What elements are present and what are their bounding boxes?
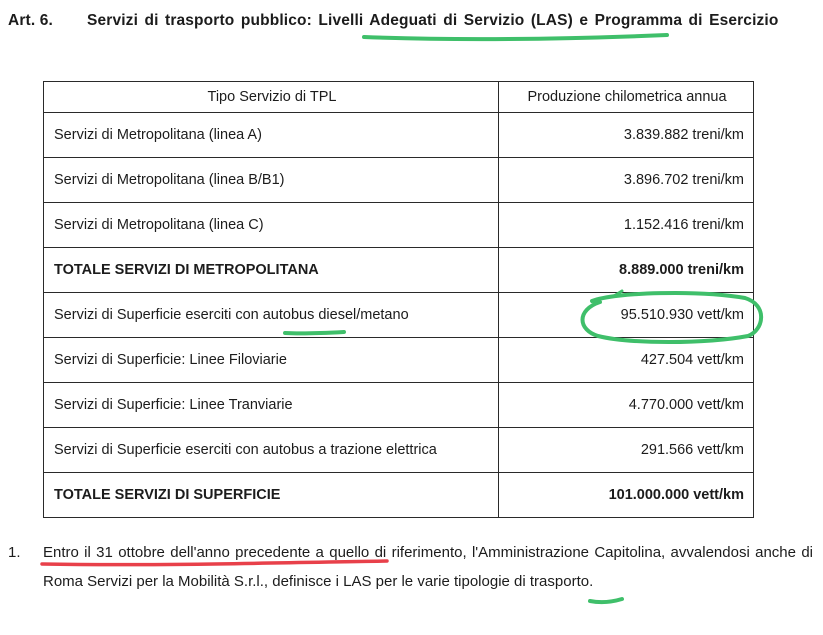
service-type-cell: Servizi di Superficie: Linee Filoviarie [44, 338, 499, 383]
paragraph-text: Entro il 31 ottobre dell'anno precedente a quello di riferimento, l'Amministrazione Capitolina, avvalendosi anche di Roma Servizi per la Mobilità S.r.l., definisce i LAS per le varie tipologie di trasporto. [43, 544, 813, 590]
production-cell: 427.504 vett/km [499, 338, 754, 383]
las-paragraph-underline [590, 599, 622, 602]
production-cell: 4.770.000 vett/km [499, 383, 754, 428]
header-annual-production: Produzione chilometrica annua [499, 82, 754, 113]
service-type-cell: Servizi di Metropolitana (linea C) [44, 203, 499, 248]
production-cell: 101.000.000 vett/km [499, 473, 754, 518]
service-type-cell: TOTALE SERVIZI DI SUPERFICIE [44, 473, 499, 518]
service-type-cell: Servizi di Metropolitana (linea B/B1) [44, 158, 499, 203]
paragraph-number: 1. [8, 544, 21, 561]
table-total-row [44, 248, 754, 293]
table-row [44, 338, 754, 383]
production-cell: 3.839.882 treni/km [499, 113, 754, 158]
table-row [44, 158, 754, 203]
article-number: Art. 6. [8, 12, 53, 29]
production-cell: 291.566 vett/km [499, 428, 754, 473]
table-body [44, 113, 754, 518]
service-type-cell: Servizi di Superficie eserciti con autobus diesel/metano [44, 293, 499, 338]
table-row [44, 293, 754, 338]
table-row [44, 383, 754, 428]
table-row [44, 203, 754, 248]
service-type-cell: TOTALE SERVIZI DI METROPOLITANA [44, 248, 499, 293]
tpl-production-table [43, 81, 754, 518]
table-row [44, 113, 754, 158]
service-type-cell: Servizi di Metropolitana (linea A) [44, 113, 499, 158]
production-cell: 95.510.930 vett/km [499, 293, 754, 338]
las-title-underline [364, 35, 667, 39]
article-title: Servizi di trasporto pubblico: Livelli Adeguati di Servizio (LAS) e Programma di Esercizio [87, 12, 779, 29]
service-type-cell: Servizi di Superficie: Linee Tranviarie [44, 383, 499, 428]
production-cell: 1.152.416 treni/km [499, 203, 754, 248]
production-cell: 3.896.702 treni/km [499, 158, 754, 203]
table-total-row [44, 473, 754, 518]
header-service-type: Tipo Servizio di TPL [44, 82, 499, 113]
table-header-row [44, 82, 754, 113]
service-type-cell: Servizi di Superficie eserciti con autobus a trazione elettrica [44, 428, 499, 473]
table-row [44, 428, 754, 473]
production-cell: 8.889.000 treni/km [499, 248, 754, 293]
